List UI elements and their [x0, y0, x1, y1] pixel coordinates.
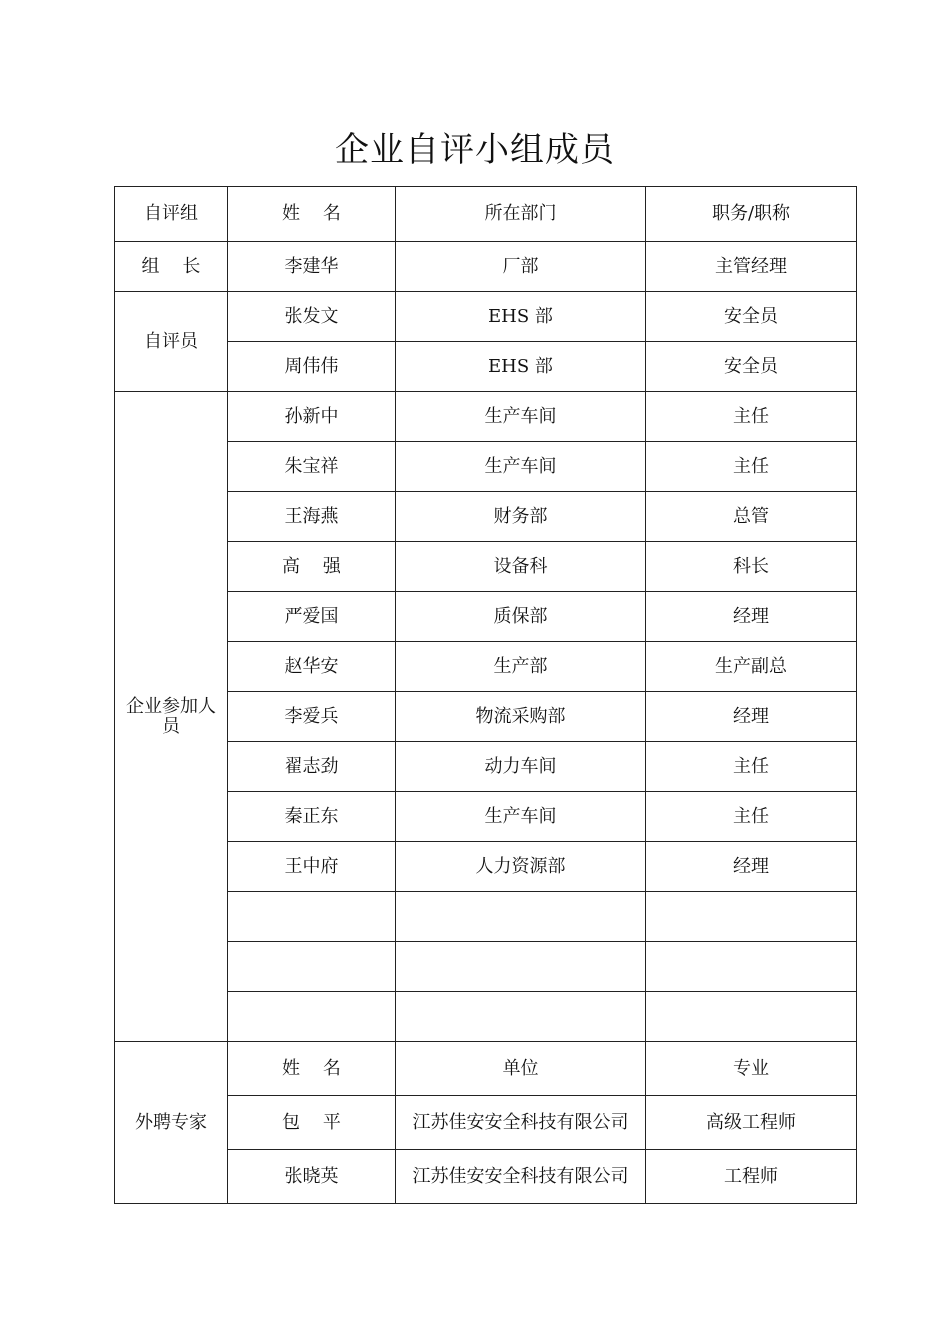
name-cell: 孙新中	[228, 392, 396, 442]
position-cell: 经理	[646, 842, 857, 892]
header-name: 姓 名	[228, 187, 396, 242]
name-cell: 张晓英	[228, 1150, 396, 1204]
table-row	[115, 242, 857, 292]
position-cell: 主任	[646, 742, 857, 792]
name-cell: 翟志劲	[228, 742, 396, 792]
name-cell: 赵华安	[228, 642, 396, 692]
position-cell: 主管经理	[646, 242, 857, 292]
name-cell: 高 强	[228, 542, 396, 592]
members-table	[114, 186, 857, 1204]
dept-cell	[396, 992, 646, 1042]
name-cell: 严爱国	[228, 592, 396, 642]
dept-cell: 物流采购部	[396, 692, 646, 742]
header-group: 自评组	[115, 187, 228, 242]
dept-cell: 生产部	[396, 642, 646, 692]
dept-cell: 质保部	[396, 592, 646, 642]
name-cell: 秦正东	[228, 792, 396, 842]
table-header-row	[115, 187, 857, 242]
position-cell: 经理	[646, 692, 857, 742]
dept-cell: 财务部	[396, 492, 646, 542]
position-cell: 经理	[646, 592, 857, 642]
position-cell: 生产副总	[646, 642, 857, 692]
expert-header-name: 姓 名	[228, 1042, 396, 1096]
dept-cell: 设备科	[396, 542, 646, 592]
dept-cell: 生产车间	[396, 792, 646, 842]
group-cell-experts: 外聘专家	[115, 1042, 228, 1204]
dept-cell: 厂部	[396, 242, 646, 292]
name-cell	[228, 992, 396, 1042]
name-cell: 包 平	[228, 1096, 396, 1150]
name-cell	[228, 942, 396, 992]
dept-cell: 人力资源部	[396, 842, 646, 892]
expert-header-major: 专业	[646, 1042, 857, 1096]
group-cell-leader: 组 长	[115, 242, 228, 292]
position-cell: 总管	[646, 492, 857, 542]
page-title: 企业自评小组成员	[335, 130, 615, 170]
position-cell	[646, 992, 857, 1042]
dept-cell	[396, 942, 646, 992]
name-cell: 王中府	[228, 842, 396, 892]
name-cell	[228, 892, 396, 942]
position-cell: 安全员	[646, 342, 857, 392]
major-cell: 工程师	[646, 1150, 857, 1204]
name-cell: 周伟伟	[228, 342, 396, 392]
dept-cell: 动力车间	[396, 742, 646, 792]
name-cell: 李建华	[228, 242, 396, 292]
table-row	[115, 392, 857, 442]
position-cell: 安全员	[646, 292, 857, 342]
position-cell	[646, 942, 857, 992]
experts-header-row	[115, 1042, 857, 1096]
position-cell: 主任	[646, 442, 857, 492]
expert-header-unit: 单位	[396, 1042, 646, 1096]
header-position: 职务/职称	[646, 187, 857, 242]
name-cell: 张发文	[228, 292, 396, 342]
dept-cell: EHS 部	[396, 292, 646, 342]
dept-cell: 生产车间	[396, 442, 646, 492]
dept-cell	[396, 892, 646, 942]
position-cell: 主任	[646, 792, 857, 842]
position-cell: 科长	[646, 542, 857, 592]
table-row	[115, 292, 857, 342]
position-cell	[646, 892, 857, 942]
name-cell: 李爱兵	[228, 692, 396, 742]
name-cell: 朱宝祥	[228, 442, 396, 492]
name-cell: 王海燕	[228, 492, 396, 542]
unit-cell: 江苏佳安安全科技有限公司	[396, 1150, 646, 1204]
group-cell-assessors: 自评员	[115, 292, 228, 392]
position-cell: 主任	[646, 392, 857, 442]
unit-cell: 江苏佳安安全科技有限公司	[396, 1096, 646, 1150]
dept-cell: EHS 部	[396, 342, 646, 392]
dept-cell: 生产车间	[396, 392, 646, 442]
group-cell-participants: 企业参加人员	[115, 392, 228, 1042]
header-dept: 所在部门	[396, 187, 646, 242]
major-cell: 高级工程师	[646, 1096, 857, 1150]
